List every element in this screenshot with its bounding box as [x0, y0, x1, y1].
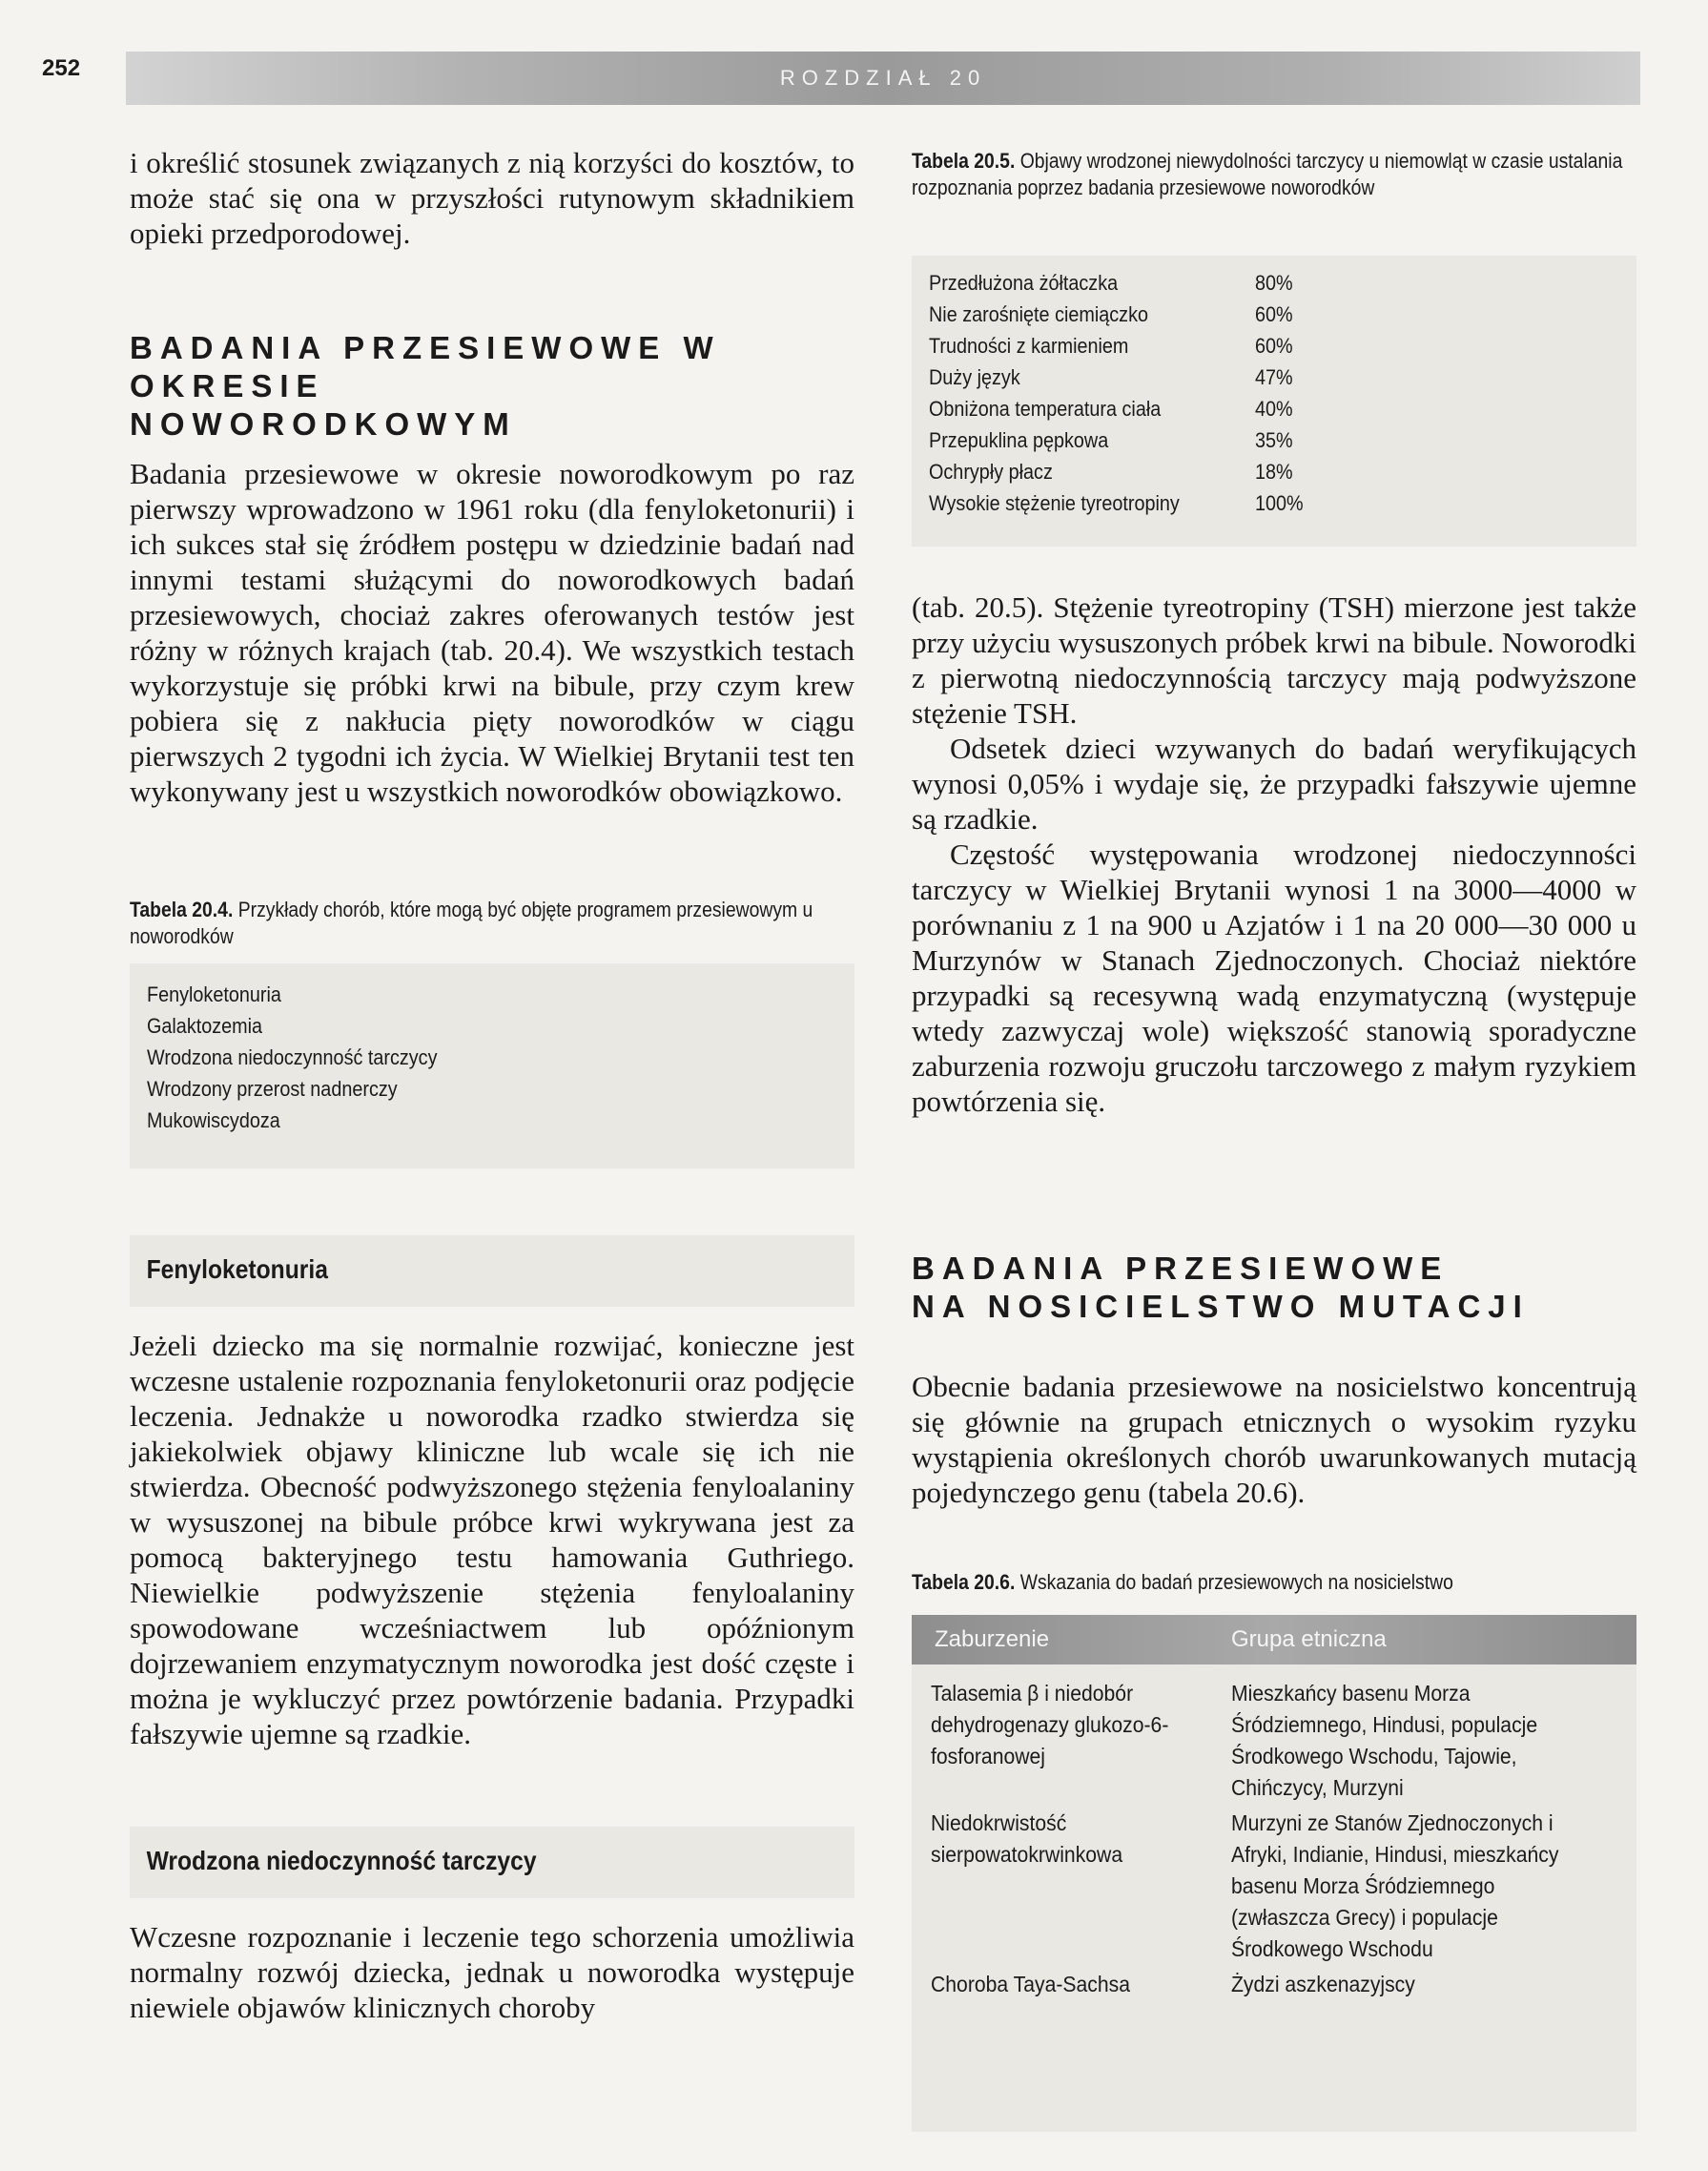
table-row [931, 1969, 1636, 2000]
chapter-title: ROZDZIAŁ 20 [779, 66, 987, 90]
table-list-item: Mukowiscydoza [147, 1108, 280, 1132]
table-20-6-caption [912, 1569, 1636, 1596]
disorder-cell: Niedokrwistość sierpowatokrwinkowa [931, 1810, 1123, 1867]
table-row [929, 456, 1564, 487]
pku-subhead: Fenyloketonuria [146, 1254, 328, 1284]
table-20-4-caption [130, 897, 854, 950]
table-caption-text: Wskazania do badań przesiewowych na nosicielstwo [1019, 1570, 1453, 1594]
table-list-item: Galaktozemia [147, 1014, 263, 1038]
table-label: Tabela 20.5. [912, 149, 1016, 173]
column-header: Grupa etniczna [1231, 1626, 1387, 1652]
symptom-value: 35% [1255, 428, 1293, 452]
table-row [931, 1678, 1636, 1804]
symptom-label: Duży język [929, 365, 1020, 389]
neonatal-screening-heading [130, 329, 854, 444]
table-caption-text: Przykłady chorób, które mogą być objęte programem przesiewowym u noworodków [130, 898, 813, 948]
table-list-item: Fenyloketonuria [147, 982, 281, 1006]
symptom-label: Obniżona temperatura ciała [929, 397, 1162, 421]
thyroid-subhead: Wrodzona niedoczynność tarczycy [146, 1846, 537, 1875]
symptom-label: Trudności z karmieniem [929, 334, 1129, 358]
symptom-label: Przepuklina pępkowa [929, 428, 1109, 452]
tsh-paragraph: (tab. 20.5). Stężenie tyreotropiny (TSH) mierzone jest także przy użyciu wysuszonych próbek krwi na bibule. Noworodki z pierwotną niedoczynnością tarczycy mają podwyższone stężenie TSH. [912, 590, 1636, 730]
symptom-value: 80% [1255, 271, 1293, 295]
group-cell: Mieszkańcy basenu Morza Śródziemnego, Hindusi, populacje Środkowego Wschodu, Tajowie, Chińczycy, Murzyni [1231, 1681, 1538, 1800]
incidence-paragraph: Częstość występowania wrodzonej niedoczynności tarczycy w Wielkiej Brytanii wynosi 1 na 3000—4000 w porównaniu z 1 na 900 u Azjatów i 1 na 20 000—30 000 u Murzynów w Stanach Zjednoczonych. Chociaż niektóre przypadki są recesywną wadą enzymatyczną (występuje wtedy zazwyczaj wole) większość stanowią sporadyczne zaburzenia rozwoju gruczołu tarczowego z małym ryzykiem powtórzenia się. [912, 837, 1636, 1118]
symptom-label: Nie zarośnięte ciemiączko [929, 302, 1148, 326]
table-row [929, 362, 1564, 393]
pku-paragraph: Jeżeli dziecko ma się normalnie rozwijać, konieczne jest wczesne ustalenie rozpoznania fenyloketonurii oraz podjęcie leczenia. Jednakże u noworodka rzadko stwierdza się jakiekolwiek objawy kliniczne lub wcale się ich nie stwierdza. Obecność podwyższonego stężenia fenyloalaniny w wysuszonej na bibule próbce krwi wykrywana jest za pomocą bakteryjnego testu hamowania Guthriego. Niewielkie podwyższenie stężenia fenyloalaniny spowodowane wcześniactwem lub opóźnionym dojrzewaniem enzymatycznym noworodka jest dość częste i można je wykluczyć przez powtórzenie badania. Przypadki fałszywie ujemne są rzadkie. [130, 1329, 854, 1750]
symptom-value: 60% [1255, 302, 1293, 326]
table-list-item: Wrodzony przerost nadnerczy [147, 1077, 398, 1101]
table-20-6 [912, 1615, 1636, 2132]
table-label: Tabela 20.4. [130, 898, 234, 921]
heading-line-2: NOWORODKOWYM [130, 406, 517, 442]
recall-paragraph: Odsetek dzieci wzywanych do badań weryfikujących wynosi 0,05% i wydaje się, że przypadki fałszywie ujemne są rzadkie. [912, 732, 1636, 836]
carrier-paragraph: Obecnie badania przesiewowe na nosicielstwo koncentrują się głównie na grupach etnicznych o wysokim ryzyku wystąpienia określonych chorób uwarunkowanych mutacją pojedynczego genu (tabela 20.6). [912, 1370, 1636, 1509]
left-column [130, 145, 854, 251]
table-row [931, 1808, 1636, 1965]
carrier-screening-heading [912, 1250, 1636, 1326]
symptom-value: 40% [1255, 397, 1293, 421]
disorder-cell: Choroba Taya-Sachsa [931, 1972, 1130, 1996]
group-cell: Murzyni ze Stanów Zjednoczonych i Afryki, Indianie, Hindusi, mieszkańcy basenu Morza Śródziemnego (zwłaszcza Grecy) i populacje Środkowego Wschodu [1231, 1810, 1559, 1961]
symptom-value: 100% [1255, 491, 1304, 515]
neonatal-screening-paragraph: Badania przesiewowe w okresie noworodkowym po raz pierwszy wprowadzono w 1961 roku (dla fenyloketonurii) i ich sukces stał się źródłem postępu w dziedzinie badań nad innymi testami służącymi do noworodkowych badań przesiewowych, chociaż zakres oferowanych testów jest różny w różnych krajach (tab. 20.4). We wszystkich testach wykorzystuje się próbki krwi na bibule, przy czym krew pobiera się z nakłucia pięty noworodków w ciągu pierwszych 2 tygodni ich życia. W Wielkiej Brytanii test ten wykonywany jest u wszystkich noworodków obowiązkowo. [130, 457, 854, 808]
disorder-cell: Talasemia β i niedobór dehydrogenazy glukozo-6-fosforanowej [931, 1681, 1169, 1768]
intro-paragraph: i określić stosunek związanych z nią korzyści do kosztów, to może stać się ona w przyszłości rutynowym składnikiem opieki przedporodowej. [130, 146, 854, 250]
table-list-item: Wrodzona niedoczynność tarczycy [147, 1045, 438, 1069]
table-row [929, 393, 1564, 424]
table-label: Tabela 20.6. [912, 1570, 1016, 1594]
column-header: Zaburzenie [935, 1626, 1050, 1652]
table-20-5-caption [912, 148, 1636, 201]
group-cell: Żydzi aszkenazyjscy [1231, 1972, 1415, 1996]
table-header-row [912, 1615, 1636, 1664]
page-number: 252 [42, 55, 81, 81]
pku-subhead-box [130, 1235, 854, 1307]
table-20-5-box [912, 256, 1636, 547]
symptom-label: Przedłużona żółtaczka [929, 271, 1119, 295]
symptom-label: Ochrypły płacz [929, 460, 1053, 484]
heading-line-2: NA NOSICIELSTWO MUTACJI [912, 1289, 1530, 1324]
table-row [929, 424, 1564, 456]
symptom-value: 60% [1255, 334, 1293, 358]
symptom-label: Wysokie stężenie tyreotropiny [929, 491, 1180, 515]
table-row [929, 330, 1564, 362]
table-row [929, 299, 1564, 330]
thyroid-paragraph: Wczesne rozpoznanie i leczenie tego schorzenia umożliwia normalny rozwój dziecka, jednak u noworodka występuje niewiele objawów klinicznych choroby [130, 1920, 854, 2024]
symptom-value: 18% [1255, 460, 1293, 484]
table-20-4-box [130, 963, 854, 1168]
symptom-value: 47% [1255, 365, 1293, 389]
table-row [929, 267, 1564, 299]
heading-line-1: BADANIA PRZESIEWOWE W OKRESIE [130, 330, 721, 403]
chapter-header-bar [126, 52, 1640, 105]
heading-line-1: BADANIA PRZESIEWOWE [912, 1251, 1450, 1286]
table-row [929, 487, 1564, 519]
thyroid-subhead-box [130, 1827, 854, 1898]
table-caption-text: Objawy wrodzonej niewydolności tarczycy u niemowląt w czasie ustalania rozpoznania poprzez badania przesiewowe noworodków [912, 149, 1623, 199]
